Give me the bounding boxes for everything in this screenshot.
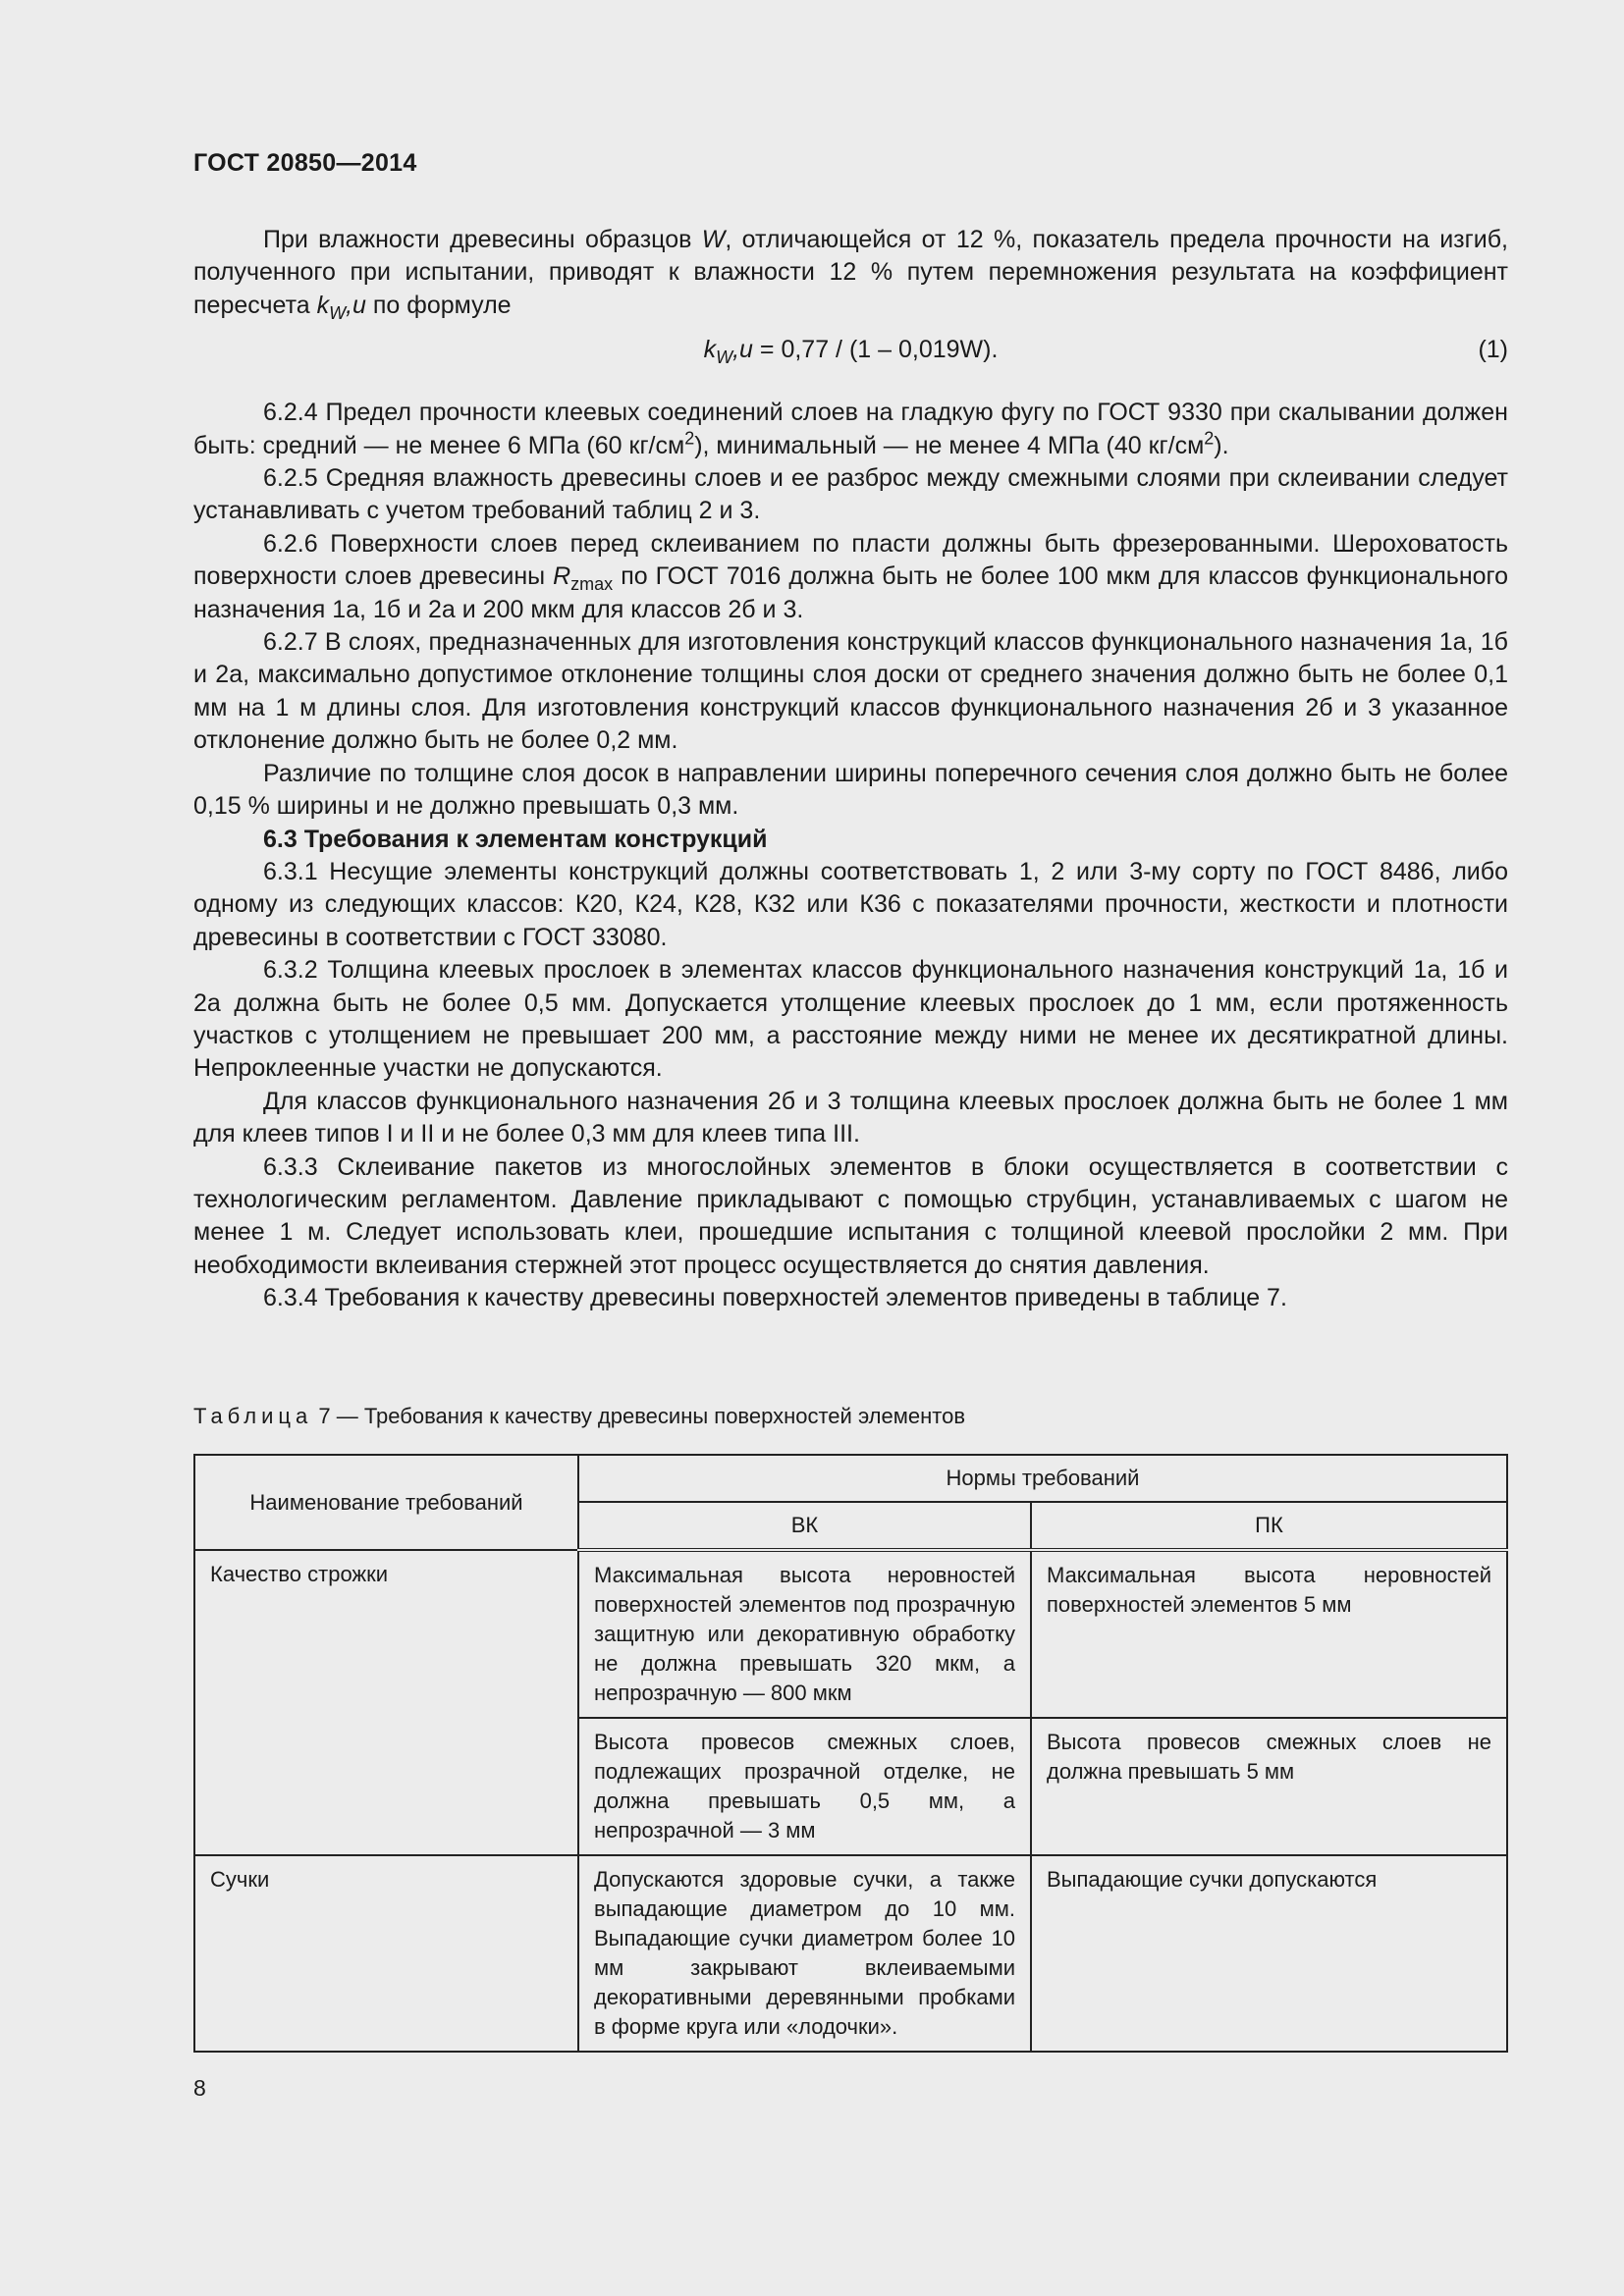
paragraph-6-2-5: 6.2.5 Средняя влажность древесины слоев и ее разброс между смежными слоями при склеивании следует устанавливать с учетом требований таблиц 2 и 3. (193, 464, 1508, 525)
cell-vk: Высота провесов смежных слоев, подлежащих прозрачной отделке, не должна превышать 0,5 мм, а непрозрачной — 3 мм (578, 1718, 1031, 1855)
header-pk: ПК (1031, 1502, 1507, 1550)
paragraph-6-3-2: 6.3.2 Толщина клеевых прослоек в элементах классов функционального назначения конструкций 1а, 1б и 2а должна быть не более 0,5 мм. Допускается утолщение клеевых прослоек до 1 мм, если протяженность участков с утолщением не превышает 200 мм, а расстояние между ними не менее их десятикратной длины. Непроклеенные участки не допускаются. (193, 956, 1508, 1083)
standard-header: ГОСТ 20850—2014 (193, 149, 417, 177)
row-name-planing-quality: Качество строжки (194, 1550, 578, 1855)
paragraph-6-2-6: 6.2.6 Поверхности слоев перед склеиванием по пласти должны быть фрезерованными. Шероховатость поверхности слоев древесины $R_{zmax}$ по ГОСТ 7016 должна быть не более 100 мкм для классов функционального назначения 1а, 1б и 2а и 200 мкм для классов 2б и 3. (193, 529, 1508, 623)
paragraph-thickness-difference: Различие по толщине слоя досок в направлении ширины поперечного сечения слоя должно быть не более 0,15 % ширины и не должно превышать 0,3 мм. (193, 759, 1508, 821)
paragraph-6-2-4: 6.2.4 Предел прочности клеевых соединений слоев на гладкую фугу по ГОСТ 9330 при скалывании должен быть: средний — не менее 6 МПа (60 $кг/см^2$), минимальный — не менее 4 МПа (40 $кг/см^2$). (193, 399, 1508, 459)
requirements-table (193, 1454, 1508, 2053)
header-requirement-name: Наименование требований (194, 1455, 578, 1550)
table-row (194, 1855, 1507, 2052)
paragraph-6-2-7: 6.2.7 В слоях, предназначенных для изготовления конструкций классов функционального назначения 1а, 1б и 2а, максимально допустимое отклонение толщины слоя доски от среднего значения должно быть не более 0,1 мм на 1 м длины слоя. Для изготовления конструкций классов функционального назначения 2б и 3 указанное отклонение должно быть не более 0,2 мм. (193, 628, 1508, 755)
table-caption: Таблица 7 — Требования к качеству древесины поверхностей элементов (193, 1404, 966, 1428)
paragraph-6-3-3: 6.3.3 Склеивание пакетов из многослойных элементов в блоки осуществляется в соответствии с технологическим регламентом. Давление прикладывают с помощью струбцин, устанавливаемых с шагом не менее 1 м. Следует использовать клеи, прошедшие испытания с толщиной клеевой прослойки 2 мм. При необходимости вклеивания стержней этот процесс осуществляется до снятия давления. (193, 1152, 1508, 1279)
cell-vk: Допускаются здоровые сучки, а также выпадающие диаметром до 10 мм. Выпадающие сучки диаметром более 10 мм закрывают вклеиваемыми декоративными деревянными пробками в форме круга или «лодочки». (578, 1855, 1031, 2052)
cell-pk: Высота провесов смежных слоев не должна превышать 5 мм (1031, 1718, 1507, 1855)
paragraph-classes-2b-3: Для классов функционального назначения 2б и 3 толщина клеевых прослоек должна быть не более 1 мм для клеев типов I и II и не более 0,3 мм для клеев типа III. (193, 1087, 1508, 1148)
page-number: 8 (193, 2075, 206, 2101)
section-6-3-title: 6.3 Требования к элементам конструкций (263, 825, 768, 853)
document-body (193, 224, 1508, 1315)
header-vk: ВК (578, 1502, 1031, 1550)
formula-number: (1) (1478, 336, 1508, 364)
intro-paragraph: При влажности древесины образцов W, отличающейся от 12 %, показатель предела прочности на изгиб, полученного при испытании, приводят к влажности 12 % путем перемножения результата на коэффициент пересчета $k_W,u$ по формуле (193, 226, 1508, 323)
coefficient-symbol: $k_W,u$ (316, 291, 366, 323)
cell-pk: Максимальная высота неровностей поверхностей элементов 5 мм (1031, 1550, 1507, 1718)
paragraph-6-3-4: 6.3.4 Требования к качеству древесины поверхностей элементов приведены в таблице 7. (263, 1284, 1287, 1312)
formula-1 (193, 334, 1508, 373)
table-row (194, 1550, 1507, 1718)
cell-vk: Максимальная высота неровностей поверхностей элементов под прозрачную защитную или декоративную обработку не должна превышать 320 мкм, а непрозрачную — 800 мкм (578, 1550, 1031, 1718)
paragraph-6-3-1: 6.3.1 Несущие элементы конструкций должны соответствовать 1, 2 или 3-му сорту по ГОСТ 8486, либо одному из следующих классов: К20, К24, К28, К32 или К36 с показателями прочности, жесткости и плотности древесины в соответствии с ГОСТ 33080. (193, 857, 1508, 951)
formula-expression: $k_W,u = 0,77 / (1 - 0,019W)$. (703, 336, 999, 368)
row-name-knots: Сучки (194, 1855, 578, 2052)
cell-pk: Выпадающие сучки допускаются (1031, 1855, 1507, 2052)
header-norms: Нормы требований (578, 1455, 1507, 1502)
